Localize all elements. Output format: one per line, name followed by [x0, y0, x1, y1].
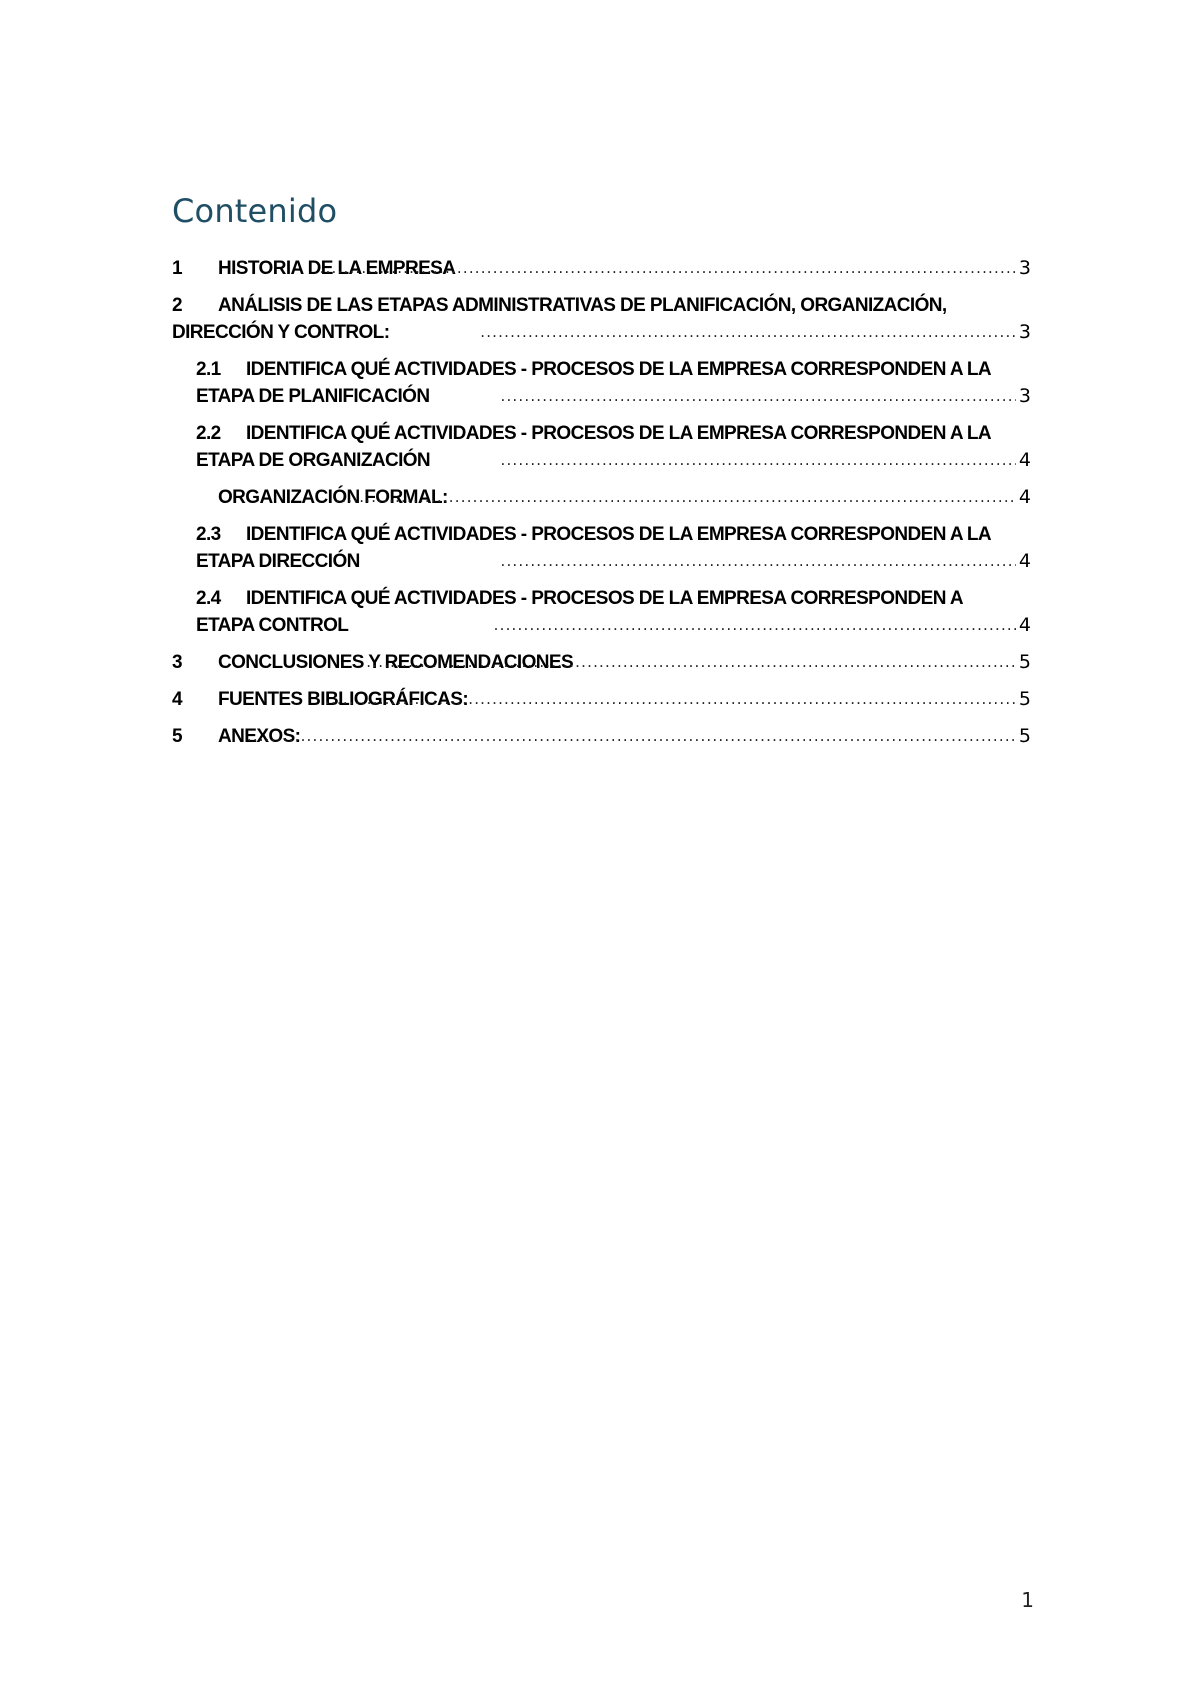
toc-entry-page: 3 — [1018, 385, 1031, 407]
toc-entry-number: 2.4 — [196, 588, 221, 609]
toc-entry-page: 4 — [1018, 614, 1031, 636]
toc-entry-number: 2.3 — [196, 524, 221, 545]
toc-entry-number: 5 — [172, 726, 182, 747]
table-of-contents — [172, 255, 1031, 760]
toc-entry-number: 3 — [172, 652, 182, 673]
toc-entry-2[interactable] — [172, 292, 1031, 346]
toc-dot-leader — [480, 322, 1016, 342]
page-number: 1 — [1021, 1588, 1034, 1612]
toc-dot-leader — [325, 689, 1016, 709]
toc-dot-leader — [247, 726, 1016, 746]
toc-entry-page: 3 — [1018, 257, 1031, 279]
toc-entry-number: 4 — [172, 689, 182, 710]
toc-entry-4[interactable] — [172, 686, 1031, 713]
toc-entry-text: ANÁLISIS DE LAS ETAPAS ADMINISTRATIVAS DE PLANIFICACIÓN, ORGANIZACIÓN, — [218, 295, 947, 316]
toc-entry-text: IDENTIFICA QUÉ ACTIVIDADES - PROCESOS DE LA EMPRESA CORRESPONDEN A — [246, 588, 963, 609]
toc-entry-text-continuation: ETAPA DIRECCIÓN — [196, 551, 360, 572]
toc-title: Contenido — [172, 192, 338, 230]
toc-entry-page: 5 — [1018, 725, 1031, 747]
toc-entry-page: 5 — [1018, 651, 1031, 673]
toc-entry-text: IDENTIFICA QUÉ ACTIVIDADES - PROCESOS DE LA EMPRESA CORRESPONDEN A LA — [246, 423, 992, 444]
toc-entry-text: IDENTIFICA QUÉ ACTIVIDADES - PROCESOS DE LA EMPRESA CORRESPONDEN A LA — [246, 359, 992, 380]
toc-entry-text-continuation: ETAPA DE ORGANIZACIÓN — [196, 450, 431, 471]
toc-entry-page: 4 — [1018, 550, 1031, 572]
toc-dot-leader — [494, 615, 1016, 635]
toc-entry-number: 1 — [172, 258, 182, 279]
toc-entry-2-2[interactable] — [172, 420, 1031, 474]
toc-dot-leader — [335, 487, 1016, 507]
toc-entry-text: ANEXOS: — [218, 726, 301, 747]
toc-dot-leader — [320, 258, 1016, 278]
toc-entry-number: 2.1 — [196, 359, 221, 380]
toc-entry-number: 2.2 — [196, 423, 221, 444]
toc-entry-text-continuation: ETAPA DE PLANIFICACIÓN — [196, 386, 430, 407]
toc-entry-text: FUENTES BIBLIOGRÁFICAS: — [218, 689, 469, 710]
toc-entry-organizacion-formal[interactable] — [172, 484, 1031, 511]
toc-entry-2-4[interactable] — [172, 585, 1031, 639]
toc-entry-2-1[interactable] — [172, 356, 1031, 410]
toc-dot-leader — [500, 450, 1015, 470]
toc-entry-1[interactable] — [172, 255, 1031, 282]
toc-entry-page: 4 — [1018, 486, 1031, 508]
toc-entry-text: IDENTIFICA QUÉ ACTIVIDADES - PROCESOS DE LA EMPRESA CORRESPONDEN A LA — [246, 524, 992, 545]
toc-dot-leader — [500, 386, 1015, 406]
toc-entry-text: HISTORIA DE LA EMPRESA — [218, 258, 456, 279]
toc-entry-text-continuation: ETAPA CONTROL — [196, 615, 349, 636]
toc-entry-text: ORGANIZACIÓN FORMAL: — [218, 487, 448, 508]
toc-entry-3[interactable] — [172, 649, 1031, 676]
toc-entry-page: 5 — [1018, 688, 1031, 710]
toc-dot-leader — [500, 551, 1015, 571]
toc-entry-5[interactable] — [172, 723, 1031, 750]
toc-entry-2-3[interactable] — [172, 521, 1031, 575]
toc-dot-leader — [366, 652, 1016, 672]
toc-entry-number: 2 — [172, 295, 182, 316]
toc-entry-page: 4 — [1018, 449, 1031, 471]
toc-entry-text-continuation: DIRECCIÓN Y CONTROL: — [172, 322, 390, 343]
toc-entry-text: CONCLUSIONES Y RECOMENDACIONES — [218, 652, 574, 673]
toc-entry-page: 3 — [1018, 321, 1031, 343]
